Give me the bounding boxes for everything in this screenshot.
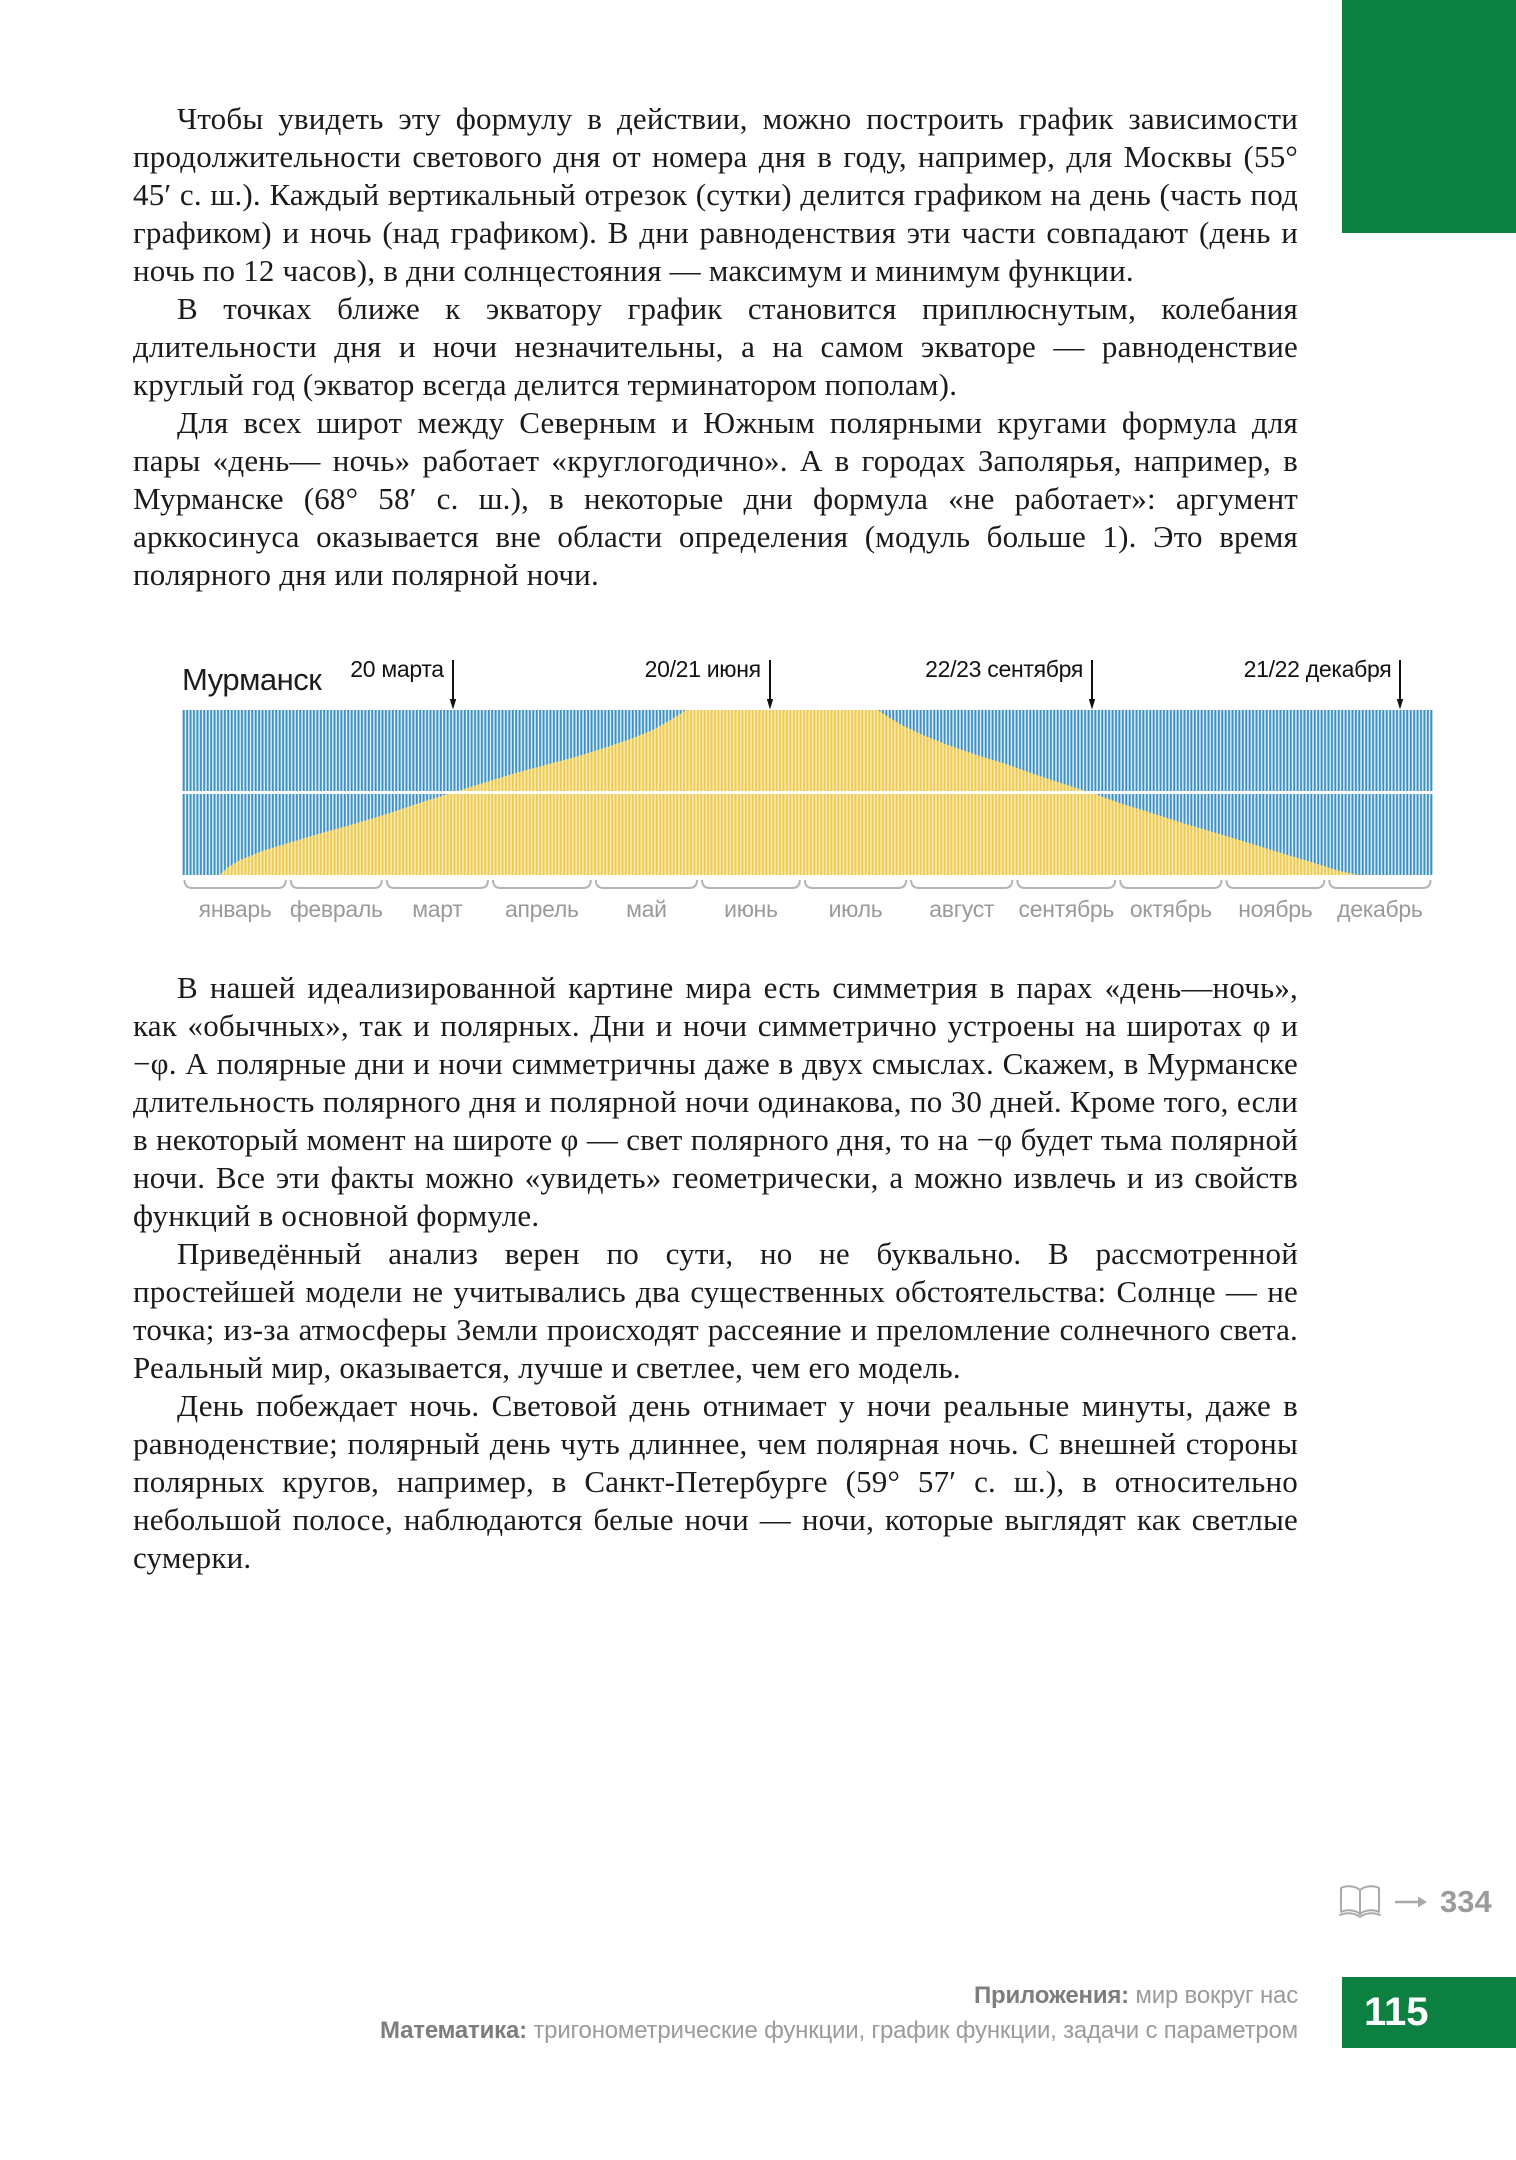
month-bracket bbox=[1226, 880, 1324, 888]
month-label: ноябрь bbox=[1238, 896, 1313, 922]
month-bracket bbox=[387, 880, 488, 888]
annotation-down-arrow-icon bbox=[1394, 660, 1406, 710]
month-label: май bbox=[626, 896, 667, 922]
chart-annotations bbox=[182, 646, 1433, 710]
top-corner-green-block bbox=[1342, 0, 1516, 233]
footer-line-1 bbox=[380, 1978, 1298, 2013]
day-length-chart bbox=[182, 646, 1433, 927]
month-bracket bbox=[493, 880, 591, 888]
chart-canvas bbox=[182, 710, 1433, 927]
month-bracket bbox=[596, 880, 697, 888]
month-label: апрель bbox=[505, 896, 579, 922]
month-label: октябрь bbox=[1129, 896, 1212, 922]
book-reference bbox=[1338, 1884, 1492, 1920]
month-label: июнь bbox=[724, 896, 778, 922]
footer-line-2-text: тригонометрические функции, график функции, задачи с параметром bbox=[526, 2017, 1298, 2044]
annotation-down-arrow-icon bbox=[764, 660, 776, 710]
paragraph: В точках ближе к экватору график становится приплюснутым, колебания длительности дня и ночи незначительны, а на самом экваторе — равноденствие круглый год (экватор всегда делится терминатором пополам). bbox=[133, 291, 1298, 402]
annotation-down-arrow-icon bbox=[447, 660, 459, 710]
paragraph: Приведённый анализ верен по сути, но не буквально. В рассмотренной простейшей модели не учитывались два существенных обстоятельства: Солнце — не точка; из-за атмосферы Земли происходят рассеяние и преломление солнечного света. Реальный мир, оказывается, лучше и светлее, чем его модель. bbox=[133, 1236, 1298, 1385]
month-label: февраль bbox=[289, 896, 383, 922]
annotation-label: 20 марта bbox=[350, 656, 444, 682]
reference-page-number: 334 bbox=[1440, 1884, 1492, 1919]
paragraph: Для всех широт между Северным и Южным полярными кругами формула для пары «день— ночь» работает «круглогодично». А в городах Заполярья, например, в Мурманске (68° 58′ с. ш.), в некоторые дни формула «не работает»: аргумент арккосинуса оказывается вне области определения (модуль больше 1). Это время полярного дня или полярной ночи. bbox=[133, 405, 1298, 592]
month-bracket bbox=[185, 880, 286, 888]
page-number: 115 bbox=[1364, 1990, 1429, 2034]
month-label: сентябрь bbox=[1018, 896, 1115, 922]
month-label: январь bbox=[198, 896, 272, 922]
body-text-column bbox=[133, 100, 1423, 1577]
month-bracket bbox=[911, 880, 1012, 888]
chart-svg bbox=[182, 710, 1433, 922]
month-bracket bbox=[702, 880, 800, 888]
month-bracket bbox=[1329, 880, 1430, 888]
paragraph: В нашей идеализированной картине мира есть симметрия в парах «день—ночь», как «обычных», так и полярных. Дни и ночи симметрично устроены на широтах φ и −φ. А полярные дни и ночи симметричны даже в двух смыслах. Скажем, в Мурманске длительность полярного дня и полярной ночи одинакова, по 30 дней. Кроме того, если в некоторый момент на широте φ — свет полярного дня, то на −φ будет тьма полярной ночи. Все эти факты можно «увидеть» геометрически, а можно извлечь и из свойств функций в основной формуле. bbox=[133, 970, 1298, 1233]
open-book-icon bbox=[1338, 1884, 1382, 1920]
month-label: декабрь bbox=[1337, 896, 1423, 922]
month-label: июль bbox=[828, 896, 883, 922]
twelve-hour-midline bbox=[182, 791, 1433, 794]
month-label: август bbox=[929, 896, 995, 922]
arrow-right-icon bbox=[1394, 1895, 1428, 1909]
paragraph: День побеждает ночь. Световой день отнимает у ночи реальные минуты, даже в равноденствие; полярный день чуть длиннее, чем полярная ночь. С внешней стороны полярных кругов, например, в Санкт-Петербурге (59° 57′ с. ш.), в относительно небольшой полосе, наблюдаются белые ночи — ночи, которые выглядят как светлые сумерки. bbox=[133, 1388, 1298, 1575]
annotation-down-arrow-icon bbox=[1086, 660, 1098, 710]
annotation-label: 21/22 декабря bbox=[1243, 656, 1392, 682]
month-bracket bbox=[1017, 880, 1115, 888]
month-bracket bbox=[1120, 880, 1221, 888]
paragraph: Чтобы увидеть эту формулу в действии, можно построить график зависимости продолжительности светового дня от номера дня в году, например, для Москвы (55° 45′ с. ш.). Каждый вертикальный отрезок (сутки) делится графиком на день (часть под графиком) и ночь (над графиком). В дни равноденствия эти части совпадают (день и ночь по 12 часов), в дни солнцестояния — максимум и минимум функции. bbox=[133, 101, 1298, 288]
annotation-label: 22/23 сентября bbox=[925, 656, 1083, 682]
footer-line-1-label: Приложения: bbox=[973, 1982, 1129, 2009]
page-number-badge bbox=[1342, 1977, 1516, 2048]
month-bracket bbox=[805, 880, 906, 888]
annotation-label: 20/21 июня bbox=[644, 656, 761, 682]
footer-credits bbox=[380, 1978, 1298, 2048]
footer-line-1-text: мир вокруг нас bbox=[1128, 1982, 1298, 2009]
month-bracket bbox=[291, 880, 382, 888]
footer-line-2-label: Математика: bbox=[380, 2017, 527, 2044]
month-label: март bbox=[412, 896, 463, 922]
footer-line-2 bbox=[380, 2013, 1298, 2048]
chart-title: Мурманск bbox=[182, 662, 322, 697]
